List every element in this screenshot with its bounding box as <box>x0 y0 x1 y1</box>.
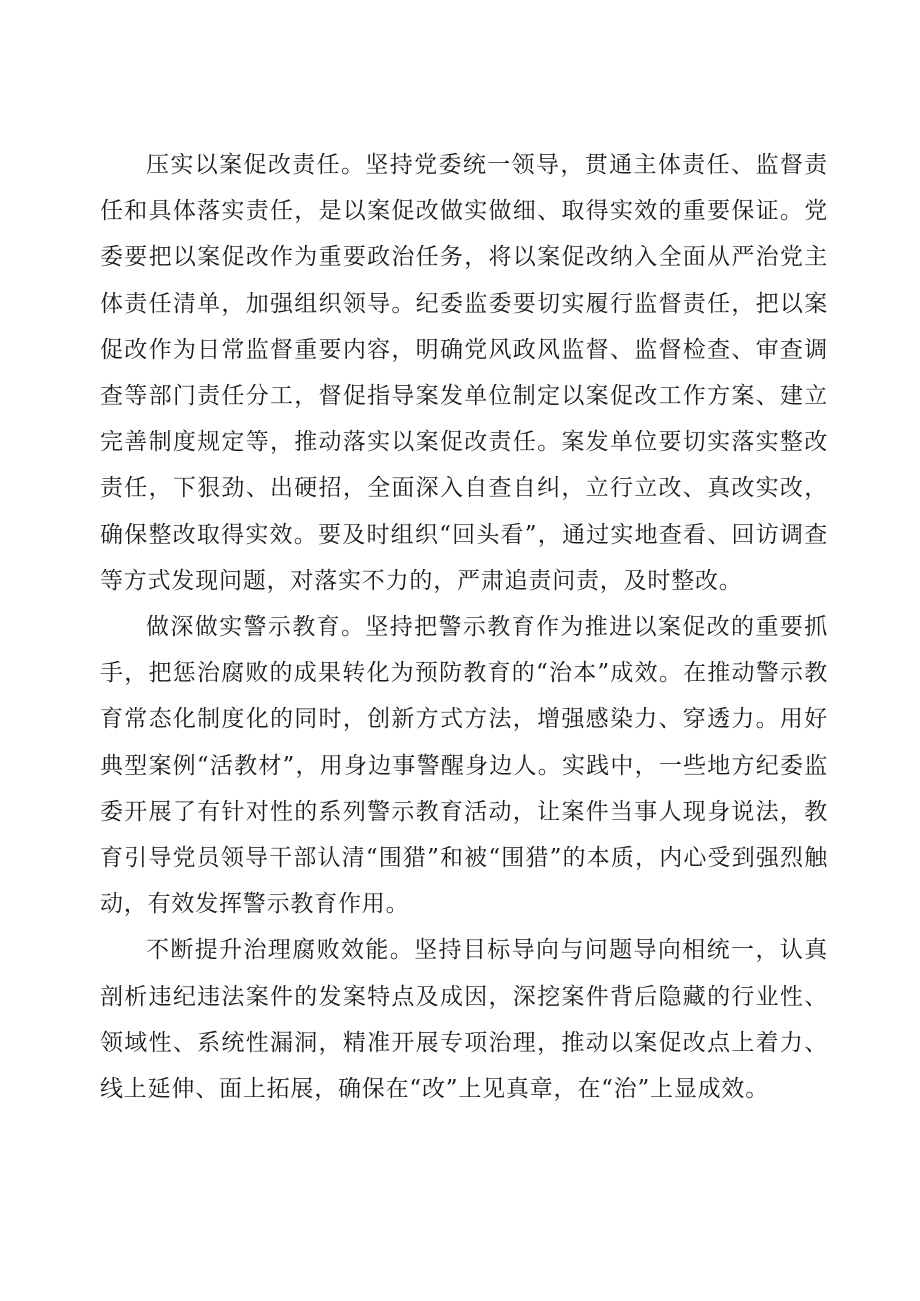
paragraph-responsibility: 压实以案促改责任。坚持党委统一领导，贯通主体责任、监督责任和具体落实责任，是以案促改做实做细、取得实效的重要保证。党委要把以案促改作为重要政治任务，将以案促改纳入全面从严治党主体责任清单，加强组织领导。纪委监委要切实履行监督责任，把以案促改作为日常监督重要内容，明确党风政风监督、监督检查、审查调查等部门责任分工，督促指导案发单位制定以案促改工作方案、建立完善制度规定等，推动落实以案促改责任。案发单位要切实落实整改责任，下狠劲、出硬招，全面深入自查自纠，立行立改、真改实改，确保整改取得实效。要及时组织“回头看”，通过实地查看、回访调查等方式发现问题，对落实不力的，严肃追责问责，及时整改。 <box>100 152 828 594</box>
document-body <box>100 142 828 1112</box>
paragraph-governance-efficiency: 不断提升治理腐败效能。坚持目标导向与问题导向相统一，认真剖析违纪违法案件的发案特点及成因，深挖案件背后隐藏的行业性、领域性、系统性漏洞，精准开展专项治理，推动以案促改点上着力、线上延伸、面上拓展，确保在“改”上见真章，在“治”上显成效。 <box>100 937 828 1103</box>
paragraph-warning-education: 做深做实警示教育。坚持把警示教育作为推进以案促改的重要抓手，把惩治腐败的成果转化为预防教育的“治本”成效。在推动警示教育常态化制度化的同时，创新方式方法，增强感染力、穿透力。用好典型案例“活教材”，用身边事警醒身边人。实践中，一些地方纪委监委开展了有针对性的系列警示教育活动，让案件当事人现身说法，教育引导党员领导干部认清“围猎”和被“围猎”的本质，内心受到强烈触动，有效发挥警示教育作用。 <box>100 614 828 918</box>
